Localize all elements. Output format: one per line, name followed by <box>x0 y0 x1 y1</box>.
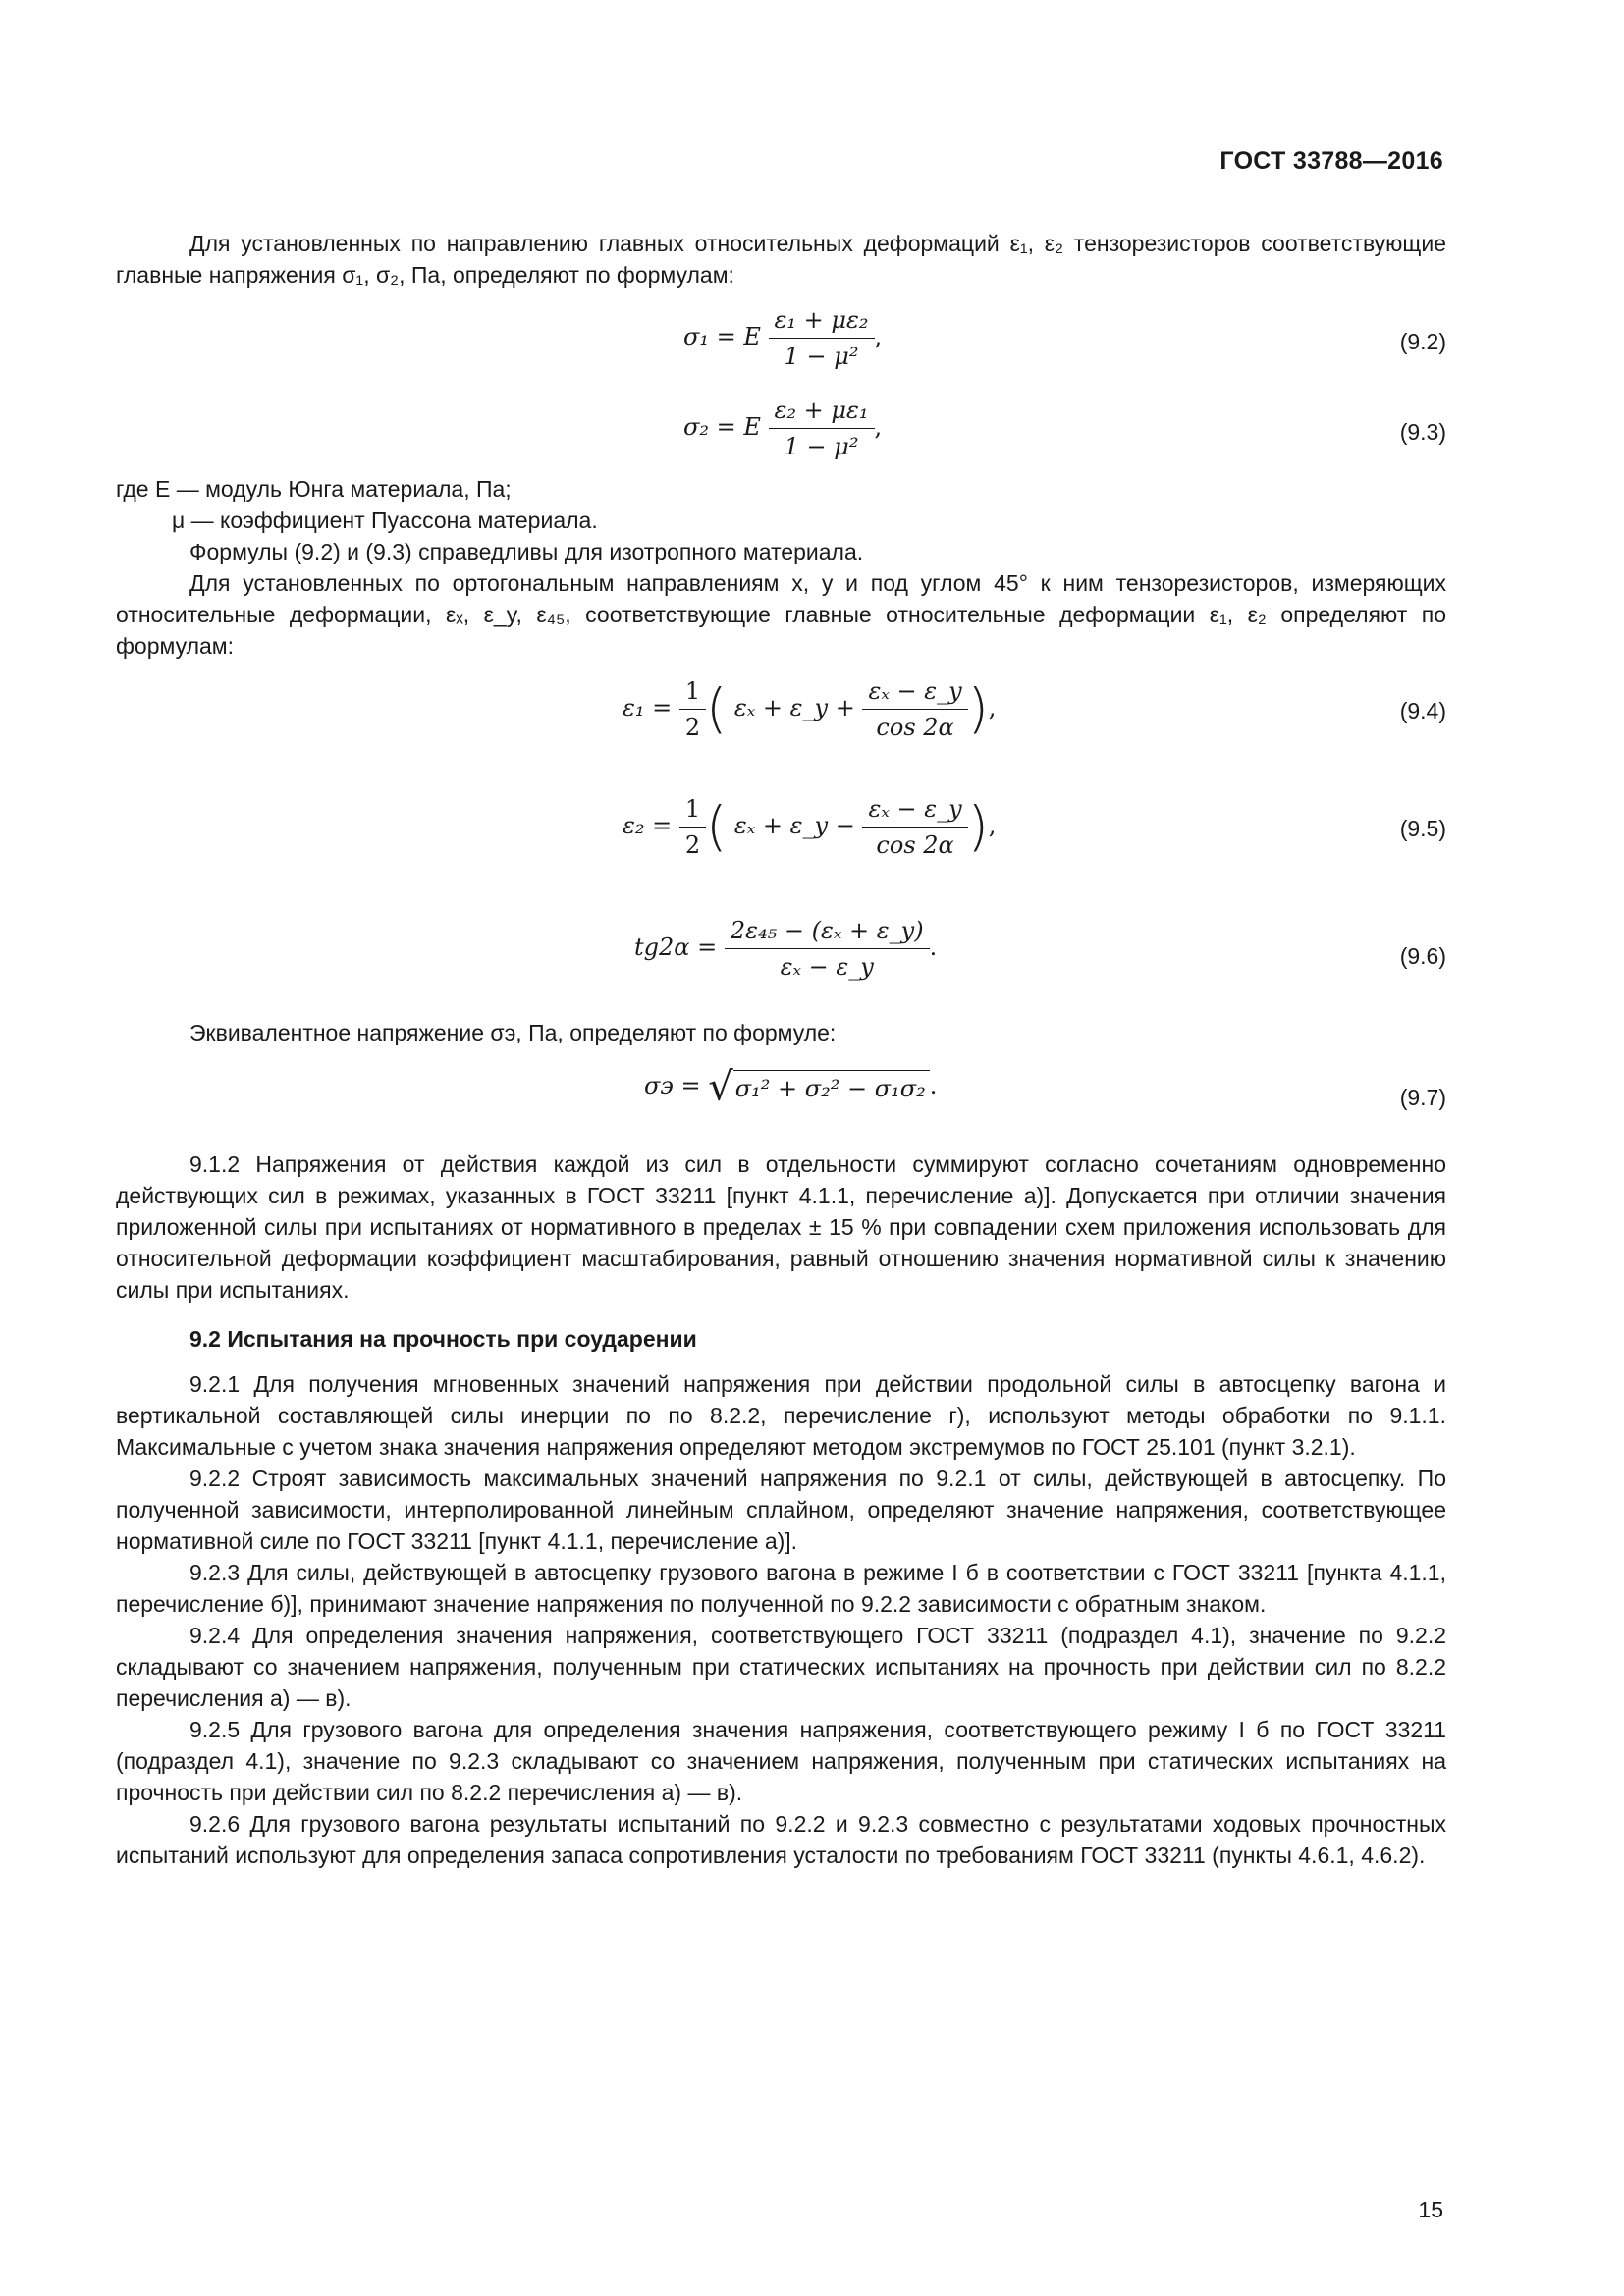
formula-9-4-right-paren: ) <box>967 677 989 740</box>
formula-9-7-sqrt <box>708 1064 930 1110</box>
formula-9-3-numerator: ε₂ + με₁ <box>769 395 875 429</box>
formula-9-5 <box>623 793 996 861</box>
section-title-9-2: 9.2 Испытания на прочность при соударении <box>189 1326 697 1352</box>
formula-9-4 <box>623 675 996 743</box>
formula-9-7-radicand: σ₁² + σ₂² − σ₁σ₂ <box>733 1070 930 1104</box>
formula-9-5-lhs: ε₂ = <box>623 812 673 839</box>
formula-9-5-numerator: εₓ − ε_y <box>862 793 967 828</box>
formula-9-7 <box>644 1064 938 1110</box>
formula-9-3 <box>683 395 882 462</box>
formula-9-6 <box>634 915 937 983</box>
formula-9-7-lhs: σэ = <box>644 1072 701 1099</box>
formula-9-6-fraction <box>725 915 930 983</box>
formula-9-5-fraction <box>862 793 967 861</box>
page-number: 15 <box>1418 2197 1443 2222</box>
formula-9-5-half <box>679 793 706 861</box>
clause-9-2-3: 9.2.3 Для силы, действующей в автосцепку грузового вагона в режиме I б в соответствии с ГОСТ 33211 [пункта 4.1.1, перечисление б)], принимают значение напряжения по полученной по 9.2.2 зависимости с обратным знаком. <box>116 1560 1446 1617</box>
formula-9-5-left-paren: ( <box>706 795 728 858</box>
formula-9-2 <box>683 304 882 372</box>
formula-9-5-row <box>116 785 1446 883</box>
formula-9-6-lhs: tg2α = <box>634 934 718 961</box>
formula-9-2-fraction <box>769 304 875 372</box>
equation-number-9-3: (9.3) <box>1399 419 1446 445</box>
formula-9-7-row <box>116 1062 1446 1139</box>
formula-9-2-tail: , <box>874 323 883 350</box>
equation-number-9-7: (9.7) <box>1399 1085 1446 1110</box>
formula-9-6-numerator: 2ε₄₅ − (εₓ + ε_y) <box>725 915 930 949</box>
formula-9-5-half-numerator: 1 <box>679 793 706 828</box>
formula-9-4-half-numerator: 1 <box>679 675 706 710</box>
formula-9-5-half-denominator: 2 <box>684 831 701 859</box>
equation-number-9-2: (9.2) <box>1399 329 1446 354</box>
formula-9-3-denominator: 1 − μ² <box>784 433 859 460</box>
formula-9-3-fraction <box>769 395 875 462</box>
validity-paragraph: Формулы (9.2) и (9.3) справедливы для изотропного материала. <box>189 539 864 564</box>
formula-9-6-denominator: εₓ − ε_y <box>780 953 874 981</box>
clause-9-2-2: 9.2.2 Строят зависимость максимальных значений напряжения по 9.2.1 от силы, действующей в автосцепку. По полученной зависимости, интерполированной линейным сплайном, определяют значение напряжения, соответствующее нормативной силе по ГОСТ 33211 [пункт 4.1.1, перечисление а)]. <box>116 1466 1446 1554</box>
clause-9-2-1: 9.2.1 Для получения мгновенных значений напряжения при действии продольной силы в автосцепку вагона и вертикальной составляющей силы инерции по по 8.2.2, перечисление г), используют методы обработки по 9.1.1. Максимальные с учетом знака значения напряжения определяют методом экстремумов по ГОСТ 25.101 (пункт 3.2.1). <box>116 1371 1446 1460</box>
formula-9-2-row <box>116 298 1446 383</box>
formula-9-4-half <box>679 675 706 743</box>
equivalent-stress-paragraph: Эквивалентное напряжение σэ, Па, определяют по формуле: <box>189 1020 837 1045</box>
equation-number-9-6: (9.6) <box>1399 943 1446 969</box>
clause-9-2-5: 9.2.5 Для грузового вагона для определения значения напряжения, соответствующего режиму I б по ГОСТ 33211 (подраздел 4.1), значение по 9.2.3 складывают со значением напряжения, полученным при статических испытаниях на прочность при действии сил по 8.2.2 перечисления а) — в). <box>116 1717 1446 1805</box>
formula-9-4-numerator: εₓ − ε_y <box>862 675 967 710</box>
formula-9-2-denominator: 1 − μ² <box>784 343 859 370</box>
formula-9-4-denominator: cos 2α <box>876 714 954 741</box>
formula-9-5-inner: εₓ + ε_y − <box>733 812 855 839</box>
where-mu-line: μ — коэффициент Пуассона материала. <box>172 507 598 533</box>
formula-9-5-right-paren: ) <box>967 795 989 858</box>
formula-9-4-inner: εₓ + ε_y + <box>733 694 855 721</box>
formula-9-2-numerator: ε₁ + με₂ <box>769 304 875 339</box>
formula-9-4-lhs: ε₁ = <box>623 694 673 721</box>
clause-9-1-2: 9.1.2 Напряжения от действия каждой из сил в отдельности суммируют согласно сочетаниям одновременно действующих сил в режимах, указанных в ГОСТ 33211 [пункт 4.1.1, перечисление а)]. Допускается при отличии значения приложенной силы при испытаниях от нормативного в пределах ± 15 % при совпадении схем приложения использовать для относительной деформации коэффициент масштабирования, равный отношению значения нормативной силы к значению силы при испытаниях. <box>116 1151 1446 1303</box>
formula-9-4-tail: , <box>988 694 997 721</box>
equation-number-9-5: (9.5) <box>1399 816 1446 841</box>
formula-9-3-tail: , <box>874 413 883 441</box>
formula-9-7-tail: . <box>929 1072 938 1099</box>
where-e-line: где E — модуль Юнга материала, Па; <box>116 476 512 502</box>
formula-9-6-tail: . <box>929 934 938 961</box>
formula-9-4-left-paren: ( <box>706 677 728 740</box>
formula-9-2-lhs: σ₁ = E <box>683 323 761 350</box>
formula-9-4-half-denominator: 2 <box>684 714 701 741</box>
formula-9-3-lhs: σ₂ = E <box>683 413 761 441</box>
formula-9-4-fraction <box>862 675 967 743</box>
clause-9-2-6: 9.2.6 Для грузового вагона результаты испытаний по 9.2.2 и 9.2.3 совместно с результатами ходовых прочностных испытаний используют для определения запаса сопротивления усталости по требованиям ГОСТ 33211 (пункты 4.6.1, 4.6.2). <box>116 1811 1446 1868</box>
clause-9-2-4: 9.2.4 Для определения значения напряжения, соответствующего ГОСТ 33211 (подраздел 4.1), значение по 9.2.2 складывают со значением напряжения, полученным при статических испытаниях на прочность при действии сил по 8.2.2 перечисления а) — в). <box>116 1623 1446 1711</box>
standard-header: ГОСТ 33788—2016 <box>1219 147 1443 175</box>
main-text <box>116 228 1446 1871</box>
formula-9-6-row <box>116 907 1446 1005</box>
orthogonal-paragraph: Для установленных по ортогональным направлениям x, y и под углом 45° к ним тензорезисторов, измеряющих относительные деформации, εₓ, ε_y, ε₄₅, соответствующие главные относительные деформации ε₁, ε₂ определяют по формулам: <box>116 570 1446 659</box>
formula-9-4-row <box>116 667 1446 766</box>
formula-9-3-row <box>116 389 1446 473</box>
intro-paragraph: Для установленных по направлению главных относительных деформаций ε₁, ε₂ тензорезисторов соответствующие главные напряжения σ₁, σ₂, Па, определяют по формулам: <box>116 231 1446 288</box>
formula-9-5-tail: , <box>988 812 997 839</box>
sqrt-icon: √ <box>708 1064 733 1110</box>
equation-number-9-4: (9.4) <box>1399 698 1446 723</box>
formula-9-5-denominator: cos 2α <box>876 831 954 859</box>
